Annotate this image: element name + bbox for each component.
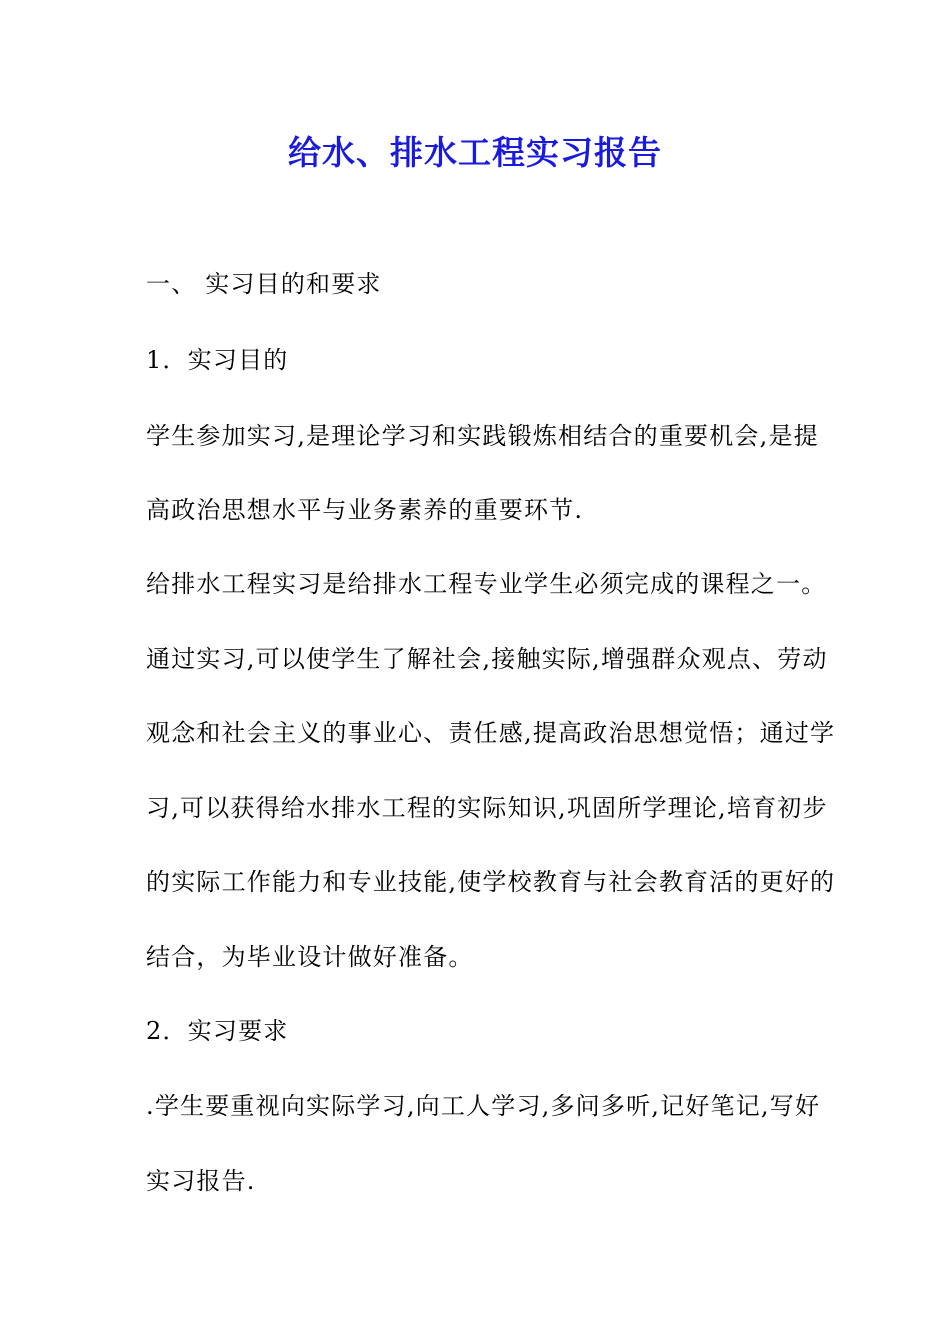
subsection-heading-2: 2．实习要求 (146, 1017, 289, 1045)
paragraph-line: .学生要重视向实际学习,向工人学习,多问多听,记好笔记,写好 (146, 1092, 821, 1120)
subsection-heading-1: 1．实习目的 (146, 346, 289, 374)
paragraph-line: 给排水工程实习是给排水工程专业学生必须完成的课程之一。 (146, 570, 827, 598)
paragraph-line: 通过实习,可以使学生了解社会,接触实际,增强群众观点、劳动 (146, 645, 828, 673)
paragraph-line: 观念和社会主义的事业心、责任感,提高政治思想觉悟；通过学 (146, 719, 836, 747)
paragraph-line: 结合，为毕业设计做好准备。 (146, 943, 474, 971)
paragraph-line: 实习报告. (146, 1167, 256, 1195)
document-title: 给水、排水工程实习报告 (288, 133, 662, 172)
paragraph-line: 学生参加实习,是理论学习和实践锻炼相结合的重要机会,是提 (146, 422, 819, 450)
paragraph-line: 习,可以获得给水排水工程的实际知识,巩固所学理论,培育初步 (146, 794, 828, 822)
section-heading-1: 一、 实习目的和要求 (146, 270, 382, 298)
paragraph-line: 高政治思想水平与业务素养的重要环节. (146, 496, 584, 524)
paragraph-line: 的实际工作能力和专业技能,使学校教育与社会教育活的更好的 (146, 868, 836, 896)
